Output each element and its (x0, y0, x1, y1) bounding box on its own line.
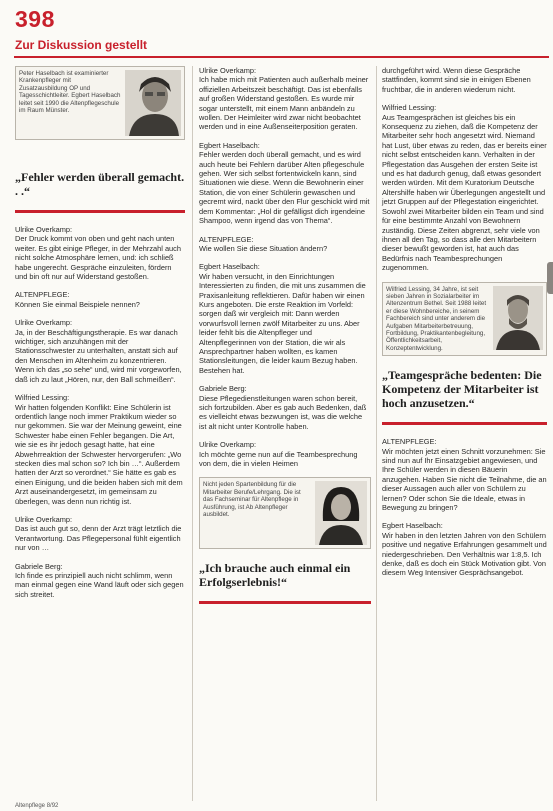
speaker-name: Gabriele Berg: (199, 384, 247, 394)
column-2-body (199, 66, 371, 468)
article-column-1 (15, 66, 185, 608)
paragraph-text: Der Druck kommt von oben und geht nach unten weiter. Es gibt einige Pfleger, in der Mehrzahl auch nicht solche Atmosphäre lernen, und: ich schließ habe ungerecht. Gespräche einzuleiten, fördern und bin oft nur auf Widerstand gestoßen. (15, 234, 181, 282)
speaker-name: ALTENPFLEGE: (15, 290, 70, 300)
dialogue-paragraph (199, 262, 371, 375)
title-rule (14, 56, 549, 58)
pull-quote-2: „Ich brauche auch einmal ein Erfolgserlebnis!“ (199, 561, 351, 590)
paragraph-text: Wie wollen Sie diese Situation ändern? (199, 243, 328, 253)
quote-rule (199, 601, 371, 604)
dialogue-paragraph (15, 515, 185, 553)
speaker-name: Wilfried Lessing: (15, 393, 70, 403)
speaker-name: Wilfried Lessing: (382, 103, 437, 113)
dialogue-paragraph (15, 225, 185, 281)
dialogue-paragraph (15, 318, 185, 384)
caption-text: Peter Haselbach ist examinierter Krankenpfleger mit Zusatzausbildung OP und Tagesschichtleiter. Egbert Haselbach leitet seit 1990 die Altenpflegeschule im Raum Münster. (19, 70, 121, 115)
dialogue-paragraph (382, 437, 547, 512)
paragraph-text: Diese Pflegedienstleitungen waren schon bereit, sich fortzubilden. Aber es gab auch Bedenken, daß es vielleicht etwas bezwungen ist, was die welche ist alt nicht unter Kontrolle haben. (199, 393, 367, 431)
quote-rule (15, 210, 185, 213)
portrait-photo (493, 286, 543, 350)
speaker-name: Gabriele Berg: (15, 561, 63, 571)
caption-text: Nicht jeden Spartenbildung für die Mitarbeiter Berufe/Lehrgang. Die ist das Fachseminar für Altenpflege in Ausführung, ist Ab Altenpfleger ausbildet. (203, 481, 301, 519)
caption-box-1 (15, 66, 185, 140)
dialogue-paragraph (199, 440, 371, 468)
paragraph-text: Ich möchte gerne nun auf die Teambesprechung von dem, die in vielen Heimen (199, 449, 358, 469)
portrait-photo-image (493, 286, 543, 350)
paragraph-text: Wir hatten folgenden Konflikt: Eine Schülerin ist ordentlich lange noch immer Praktikum wieder so nur gekommen. Sie war der Meinung geweint, eine Schwester habe einen Fehler begangen. Die Art, wie sie es ihr jedoch gesagt hatte, hat eine Abwehrreaktion der Schwester hervorgerufen: „Wo stecken dies mal schon so? Ich bin …“. Außerdem hatten der Arzt so verordnet.“ Sie hätte es gab es einen Einigung, und die beiden haben sich mit dem Arzt auseinandergesetzt, im gemeinsam zu überlegen, was denn nun richtig ist. (15, 402, 183, 506)
pull-quote-1: „Fehler werden überall gemacht. . .“ (15, 170, 185, 198)
paragraph-text: Aus Teamgesprächen ist gleiches bis ein Konsequenz zu ziehen, daß die Kompetenz der Mitarbeiter sehr hoch angesetzt wird. Niemand hat Lust, über etwas zu reden, das er bereits einer nicht selbst entscheiden kann. Verhalten in der Pflegestation das Ausgehen der ersten Seite ist und es hat dadurch genug, daß etwas gesondert werden würden. Mit dem Kuratorium Deutsche Altershilfe haben wir Überlegungen angestellt und jetzt Gruppen auf der Pflegestation eingerichtet. Sowohl zwei Mitarbeiter bilden ein Team und sind für eine bestimmte Anzahl von Bewohnern zuständig. Diese Zeiten abgrenzt, sehr viele von ihnen all den Tag, so dass alle den Mitarbeitern dieser bewußt geworden ist, hat auch das Bedürfnis nach Teambesprechungen zugenommen. (382, 112, 547, 273)
dialogue-paragraph (382, 66, 547, 94)
article-column-2 (199, 66, 371, 616)
caption-box-3 (382, 282, 547, 357)
column-3-body (382, 66, 547, 273)
column-divider (192, 66, 193, 801)
dialogue-paragraph (199, 66, 371, 132)
dialogue-paragraph (199, 141, 371, 226)
portrait-photo-image (315, 481, 367, 545)
speaker-name: Egbert Haselbach: (199, 140, 260, 150)
paragraph-text: Ja, in der Beschäftigungstherapie. Es war danach wichtiger, sich anzuhängen mit der Stationsschwester zu unterhalten, anstatt sich auf den Menschen im Altenheim zu konzentrieren. Wenn ich das „so sehe“ und, wird mir vorgeworfen, daß ich zu laut „Hören, nur, den Ball schmeißen“. (15, 327, 182, 384)
paragraph-text: Wir haben versucht, in den Einrichtungen Interessierten zu finden, die mit uns zusammen die Praxisanleitung reflektieren. Dafür haben wir einen Kurs angeboten. Die erste Reaktion im Vorfeld: sorgen daß wir vergleich mit: Dann werden vorwurfsvoll lernen zwölf Mitarbeiter zu uns. Aber leider fehlt bis die Altenpfleger und Altenpflegerinnen von der Station, die wir als Ansprechpartner haben wollten, es kamen Stationsleitungen, die leider kaum Bezug haben. Bestehen hat. (199, 271, 366, 375)
page-number: 398 (15, 6, 55, 32)
portrait-photo (125, 70, 181, 136)
paragraph-text: durchgeführt wird. Wenn diese Gespräche stattfinden, kommt sind sie in einigen Ebenen fruchtbar, die in anderen wiederum nicht. (382, 66, 531, 94)
pull-quote-3: „Teamgespräche bedenten: Die Kompetenz der Mitarbeiter ist hoch anzusetzen.“ (382, 368, 542, 411)
paragraph-text: Fehler werden doch überall gemacht, und es wird auch heute bei Fehlern darüber Alten pflegeschule gehen. Wer sich selbst fortentwickeln kann, sind Situationen wie diese. Wenn die Bewohnerin einer Station, die von einer Schülerin gewaschen und gecremt wird, nackt über den Flur geschickt wird mit dem Kommentar: „Hol dir gefälligst dich irgendeine Shampoo, wenn irgend das von Thema“. (199, 150, 370, 226)
speaker-name: ALTENPFLEGE: (382, 437, 437, 447)
speaker-name: Ulrike Overkamp: (15, 514, 73, 524)
portrait-photo (315, 481, 367, 545)
paragraph-text: Wir möchten jetzt einen Schnitt vorzunehmen: Sie sind nun auf Ihr Einsatzgebiet angewiesen, und Ihre Schüler werden in diesen Bäuerin anzugehen. Haben Sie nicht die Teilnahme, die an dieser Aussagen auch aller von Schülern zu lernen? Oder schon Sie die Ideale, etwas in Bewegung zu bringen? (382, 446, 547, 513)
speaker-name: ALTENPFLEGE: (199, 234, 254, 244)
portrait-photo-image (125, 70, 181, 136)
dialogue-paragraph (382, 521, 547, 577)
page-footer: Altenpflege 8/92 (15, 803, 59, 809)
speaker-name: Ulrike Overkamp: (15, 318, 73, 328)
speaker-name: Ulrike Overkamp: (199, 440, 257, 450)
paragraph-text: Ich finde es prinzipiell auch nicht schlimm, wenn man einmal gegen eine Wand läuft oder sich gegen sich streitet. (15, 571, 184, 599)
quote-rule (382, 422, 547, 425)
dialogue-paragraph (199, 384, 371, 431)
section-title: Zur Diskussion gestellt (15, 38, 148, 52)
caption-text: Wilfried Lessing, 34 Jahre, ist seit sieben Jahren in Sozialarbeiter im Altenzentrum Bethel. Seit 1988 leitet er diese Wohnbereiche, in seinem Fachbereich sind unter anderem die Aufgaben Mitarbeiterbetreuung, Fortbildung, Praktikantenbegleitung, Öffentlichkeitsarbeit, Konzeptentwicklung. (386, 285, 487, 352)
column-divider (376, 66, 377, 801)
speaker-name: Ulrike Overkamp: (199, 66, 257, 75)
paragraph-text: Ich habe mich mit Patienten auch außerhalb meiner offiziellen Arbeitszeit beschäftigt. Das ist ebenfalls auf großen Widerstand gestoßen. Es wurde mir sogar unterstellt, mit einem Mann anbändeln zu wollen. Der Heimleiter wird zwar nicht beobachtet werden und in eine Außenseiterposition geraten. (199, 75, 369, 132)
speaker-name: Egbert Haselbach: (382, 521, 443, 531)
caption-box-2 (199, 477, 371, 549)
speaker-name: Ulrike Overkamp: (15, 225, 73, 234)
column-3-lower-body (382, 437, 547, 578)
dialogue-paragraph (382, 103, 547, 272)
column-1-body (15, 225, 185, 599)
paragraph-text: Das ist auch gut so, denn der Arzt trägt letztlich die Verantwortung. Das Pflegepersonal fühlt eigentlich nur von … (15, 524, 182, 553)
speaker-name: Egbert Haselbach: (199, 262, 260, 272)
article-column-3 (382, 66, 547, 587)
dialogue-paragraph (199, 235, 371, 254)
paragraph-text: Wir haben in den letzten Jahren von den Schülern positive und negative Erfahrungen gesammelt und niedergeschrieben. Den Verhältnis war 1:8,5. Ich denke, daß es doch ein Stück Motivation gibt. Von diesem Weg Intensiver Gesprächsangebot. (382, 530, 547, 578)
dialogue-paragraph (15, 290, 185, 309)
dialogue-paragraph (15, 562, 185, 600)
page-edge-tab (547, 262, 553, 294)
paragraph-text: Können Sie einmal Beispiele nennen? (15, 299, 140, 309)
dialogue-paragraph (15, 393, 185, 506)
